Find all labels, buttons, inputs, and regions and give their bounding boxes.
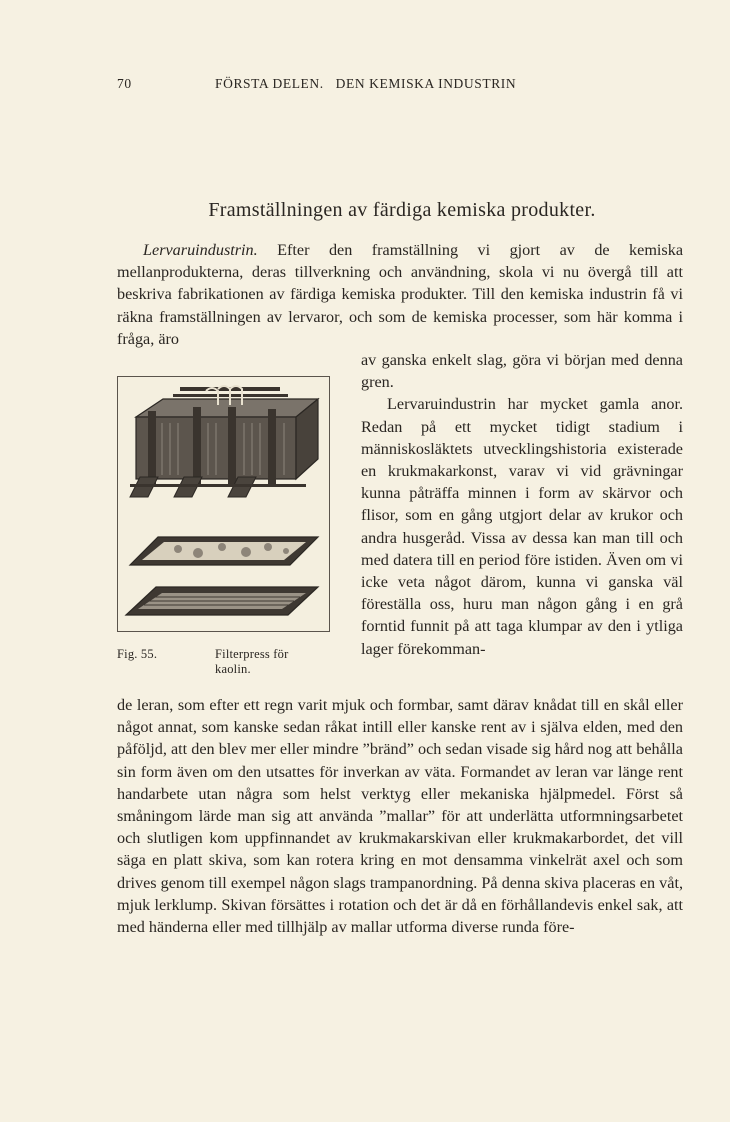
paragraph-1-end: av ganska enkelt slag, göra vi början med denna gren. bbox=[361, 351, 683, 392]
paragraph-2-column: Lervaruindustrin har mycket gamla anor. Redan på ett mycket tidigt stadium i människosläktets utvecklingshistoria existerade en krukmakarkonst, varav vi vid grävningar kunna påträffa minnen i form av skärvor och flisor, som en gång utgjort delar av krukor och andra husgeråd. Vissa av dessa kan man till och med datera till en period före istiden. Även om vi icke veta något därom, kunna vi ganska väl föreställa oss, huru man någon gång i en grå forntid funnit på att taga klumpar av den i ytliga lager förekomman- bbox=[361, 395, 683, 658]
section-title: Framställningen av färdiga kemiska produkter. bbox=[208, 199, 596, 221]
figure-caption-text: Filterpress för kaolin. bbox=[215, 647, 289, 676]
paragraph-2-bottom bbox=[117, 694, 683, 938]
paragraph-2-text: de leran, som efter ett regn varit mjuk och formbar, samt därav knådat till en skål eller något annat, som kanske sedan råkat intill eller kanske rent av i själva elden, med den påföljd, att den blev mer eller mindre ”bränd” och sedan visade sig hård nog att behålla sin form även om den utsattes för inverkan av väta. Formandet av leran var länge rent handarbete utan några som helst verktyg eller mekaniska hjälpmedel. Först så småningom lärde man sig att använda ”mallar” för att underlätta utformningsarbetet och slutligen kom uppfinnandet av krukmakarskivan eller krukmakarbordet, det vill säga en platt skiva, som kan rotera kring en mot densamma vinkelrät axel och som drives genom till exempel någon slags trampanordning. På denna skiva placeras en våt, mjuk lerklump. Skivan försättes i rotation och det är då en förhållandevis enkel sak, att med händerna eller med tillhjälp av mallar utforma diverse runda före- bbox=[117, 696, 683, 937]
running-title: FÖRSTA DELEN. DEN KEMISKA INDUSTRIN bbox=[215, 76, 517, 91]
lead-term: Lervaruindustrin. bbox=[143, 241, 258, 259]
filterpress-illustration bbox=[118, 377, 329, 631]
figure-filterpress bbox=[117, 376, 330, 632]
page-number: 70 bbox=[117, 76, 132, 91]
figure-number: Fig. 55. bbox=[117, 647, 158, 661]
paragraph-1-text: Efter den framställning vi gjort av de kemiska mellanprodukterna, deras tillverkning och användning, skola vi nu övergå till att beskriva fabrikationen av färdiga kemiska produkter. Till den kemiska industrin få vi räkna framställningen av lervaror, och som de kemiska processer, som här komma i fråga, äro bbox=[117, 241, 684, 348]
text-column bbox=[361, 349, 683, 660]
paragraph-1-top bbox=[117, 239, 683, 350]
